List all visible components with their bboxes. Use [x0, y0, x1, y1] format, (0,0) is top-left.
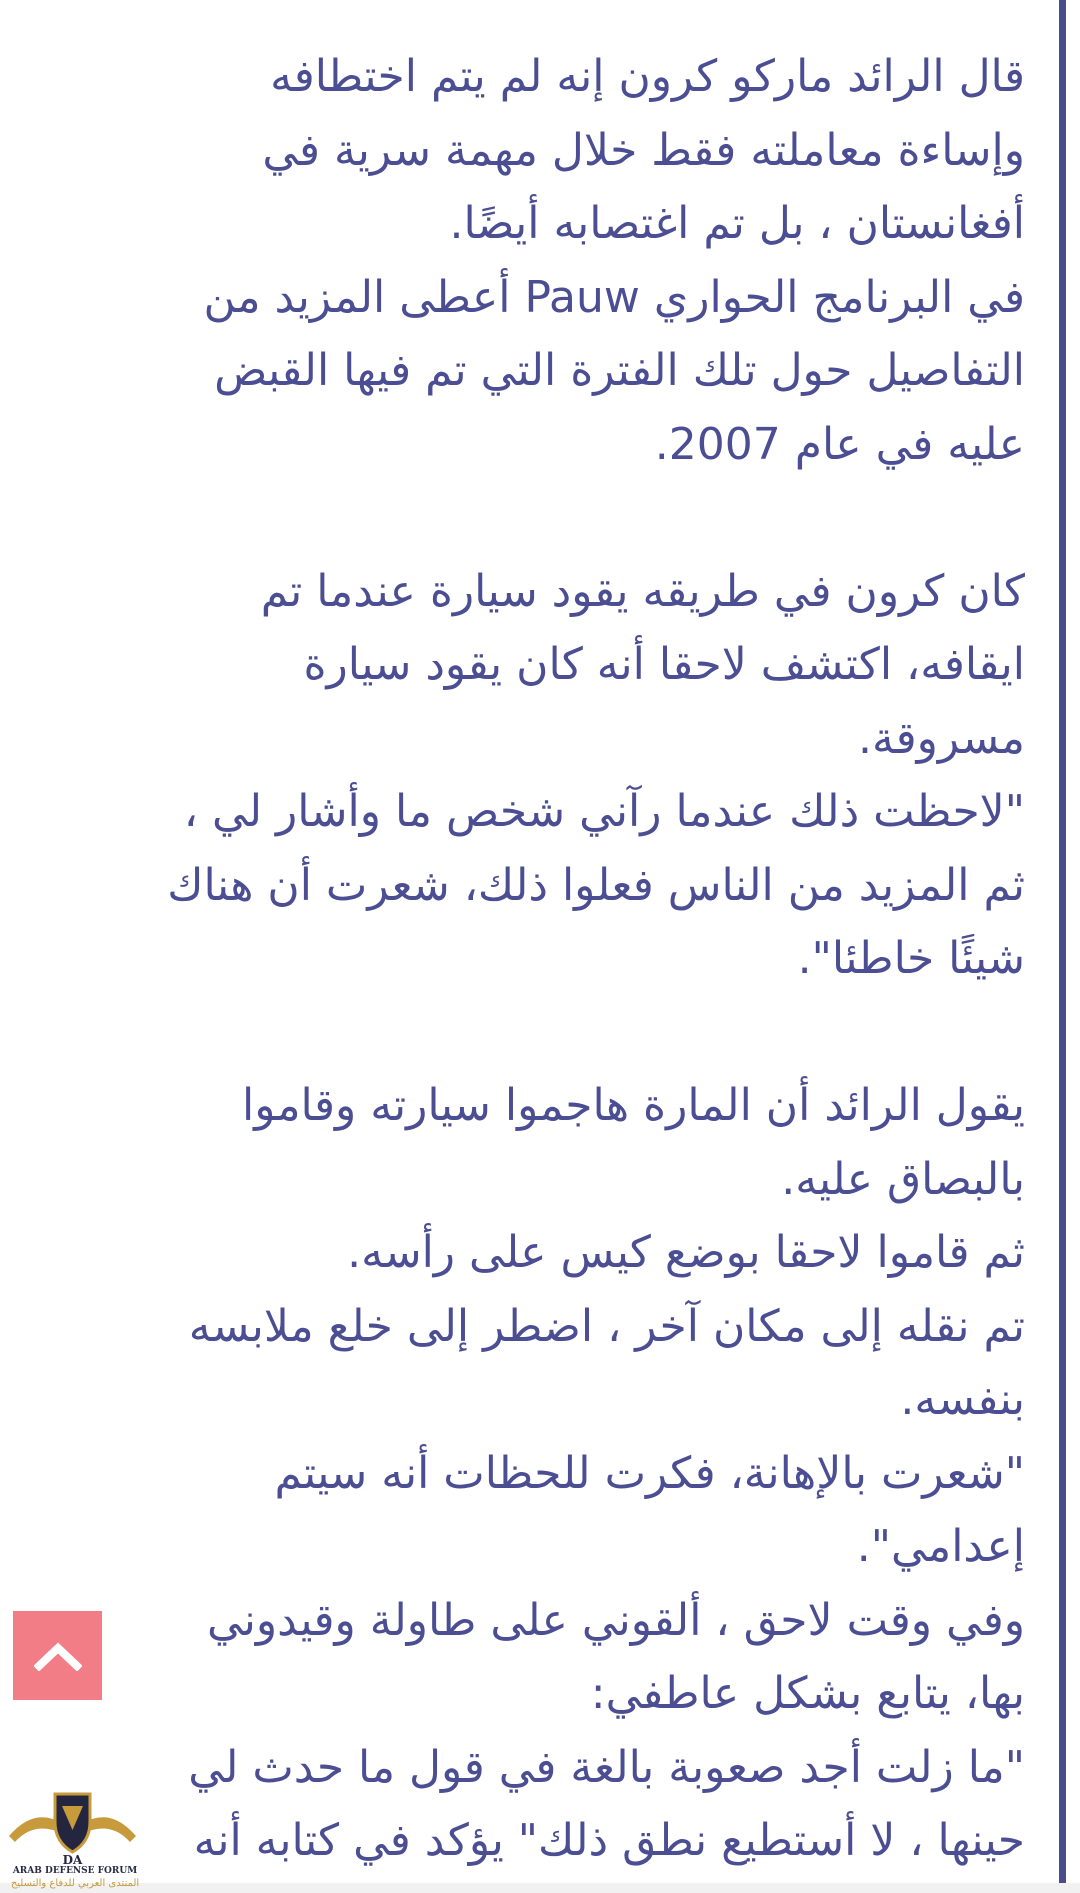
- text-line: ايقافه، اكتشف لاحقا أنه كان يقود سيارة: [303, 639, 1025, 690]
- text-line: أفغانستان ، بل تم اغتصابه أيضًا.: [449, 198, 1025, 249]
- forum-logo: [5, 1786, 140, 1890]
- text-line: ثم قاموا لاحقا بوضع كيس على رأسه.: [347, 1227, 1025, 1278]
- text-line: "ما زلت أجد صعوبة بالغة في قول ما حدث لي: [188, 1741, 1025, 1793]
- bottom-bar: [0, 1883, 1080, 1893]
- article-body: [62, 40, 1025, 1878]
- text-line: قال الرائد ماركو كرون إنه لم يتم اختطافه: [270, 51, 1025, 102]
- text-line: "لاحظت ذلك عندما رآني شخص ما وأشار لي ،: [183, 786, 1025, 837]
- text-line: إعدامي".: [856, 1521, 1025, 1572]
- text-line: ثم المزيد من الناس فعلوا ذلك، شعرت أن هناك: [167, 859, 1025, 911]
- text-line: تم نقله إلى مكان آخر ، اضطر إلى خلع ملابسه: [188, 1300, 1025, 1352]
- text-line: "شعرت بالإهانة، فكرت للحظات أنه سيتم: [274, 1447, 1025, 1499]
- text-line: مسروقة.: [858, 712, 1025, 764]
- text-line: في البرنامج الحواري Pauw أعطى المزيد من: [203, 271, 1025, 323]
- text-line: بالبصاق عليه.: [781, 1153, 1025, 1205]
- paragraph-gap: [65, 481, 1025, 555]
- blockquote-border: [1059, 0, 1066, 1893]
- text-line: بها، يتابع بشكل عاطفي:: [590, 1668, 1025, 1719]
- paragraph-2: [65, 555, 1025, 996]
- text-line: كان كرون في طريقه يقود سيارة عندما تم: [260, 565, 1025, 617]
- text-line: وإساءة معاملته فقط خلال مهمة سرية في: [262, 124, 1025, 176]
- text-line: عليه في عام 2007.: [654, 418, 1025, 470]
- text-line: حينها ، لا أستطيع نطق ذلك" يؤكد في كتابه أنه: [193, 1815, 1025, 1866]
- chevron-up-icon: [34, 1641, 82, 1671]
- text-line: بنفسه.: [900, 1374, 1025, 1425]
- paragraph-3: [62, 1069, 1025, 1878]
- logo-emblem-text: DA: [62, 1853, 83, 1866]
- paragraph-1: [65, 40, 1025, 481]
- paragraph-gap: [65, 996, 1025, 1070]
- winged-shield-icon: [5, 1786, 140, 1866]
- text-line: شيئًا خاطئا".: [797, 933, 1025, 984]
- text-line: التفاصيل حول تلك الفترة التي تم فيها القبض: [214, 345, 1025, 396]
- scroll-to-top-button[interactable]: [13, 1611, 102, 1700]
- text-line: وفي وقت لاحق ، ألقوني على طاولة وقيدوني: [206, 1594, 1025, 1646]
- text-line: يقول الرائد أن المارة هاجموا سيارته وقاموا: [242, 1080, 1025, 1131]
- logo-arabic-text: المنتدى العربي للدفاع والتسليح: [10, 1878, 140, 1889]
- logo-english-text: ARAB DEFENSE FORUM: [12, 1866, 138, 1876]
